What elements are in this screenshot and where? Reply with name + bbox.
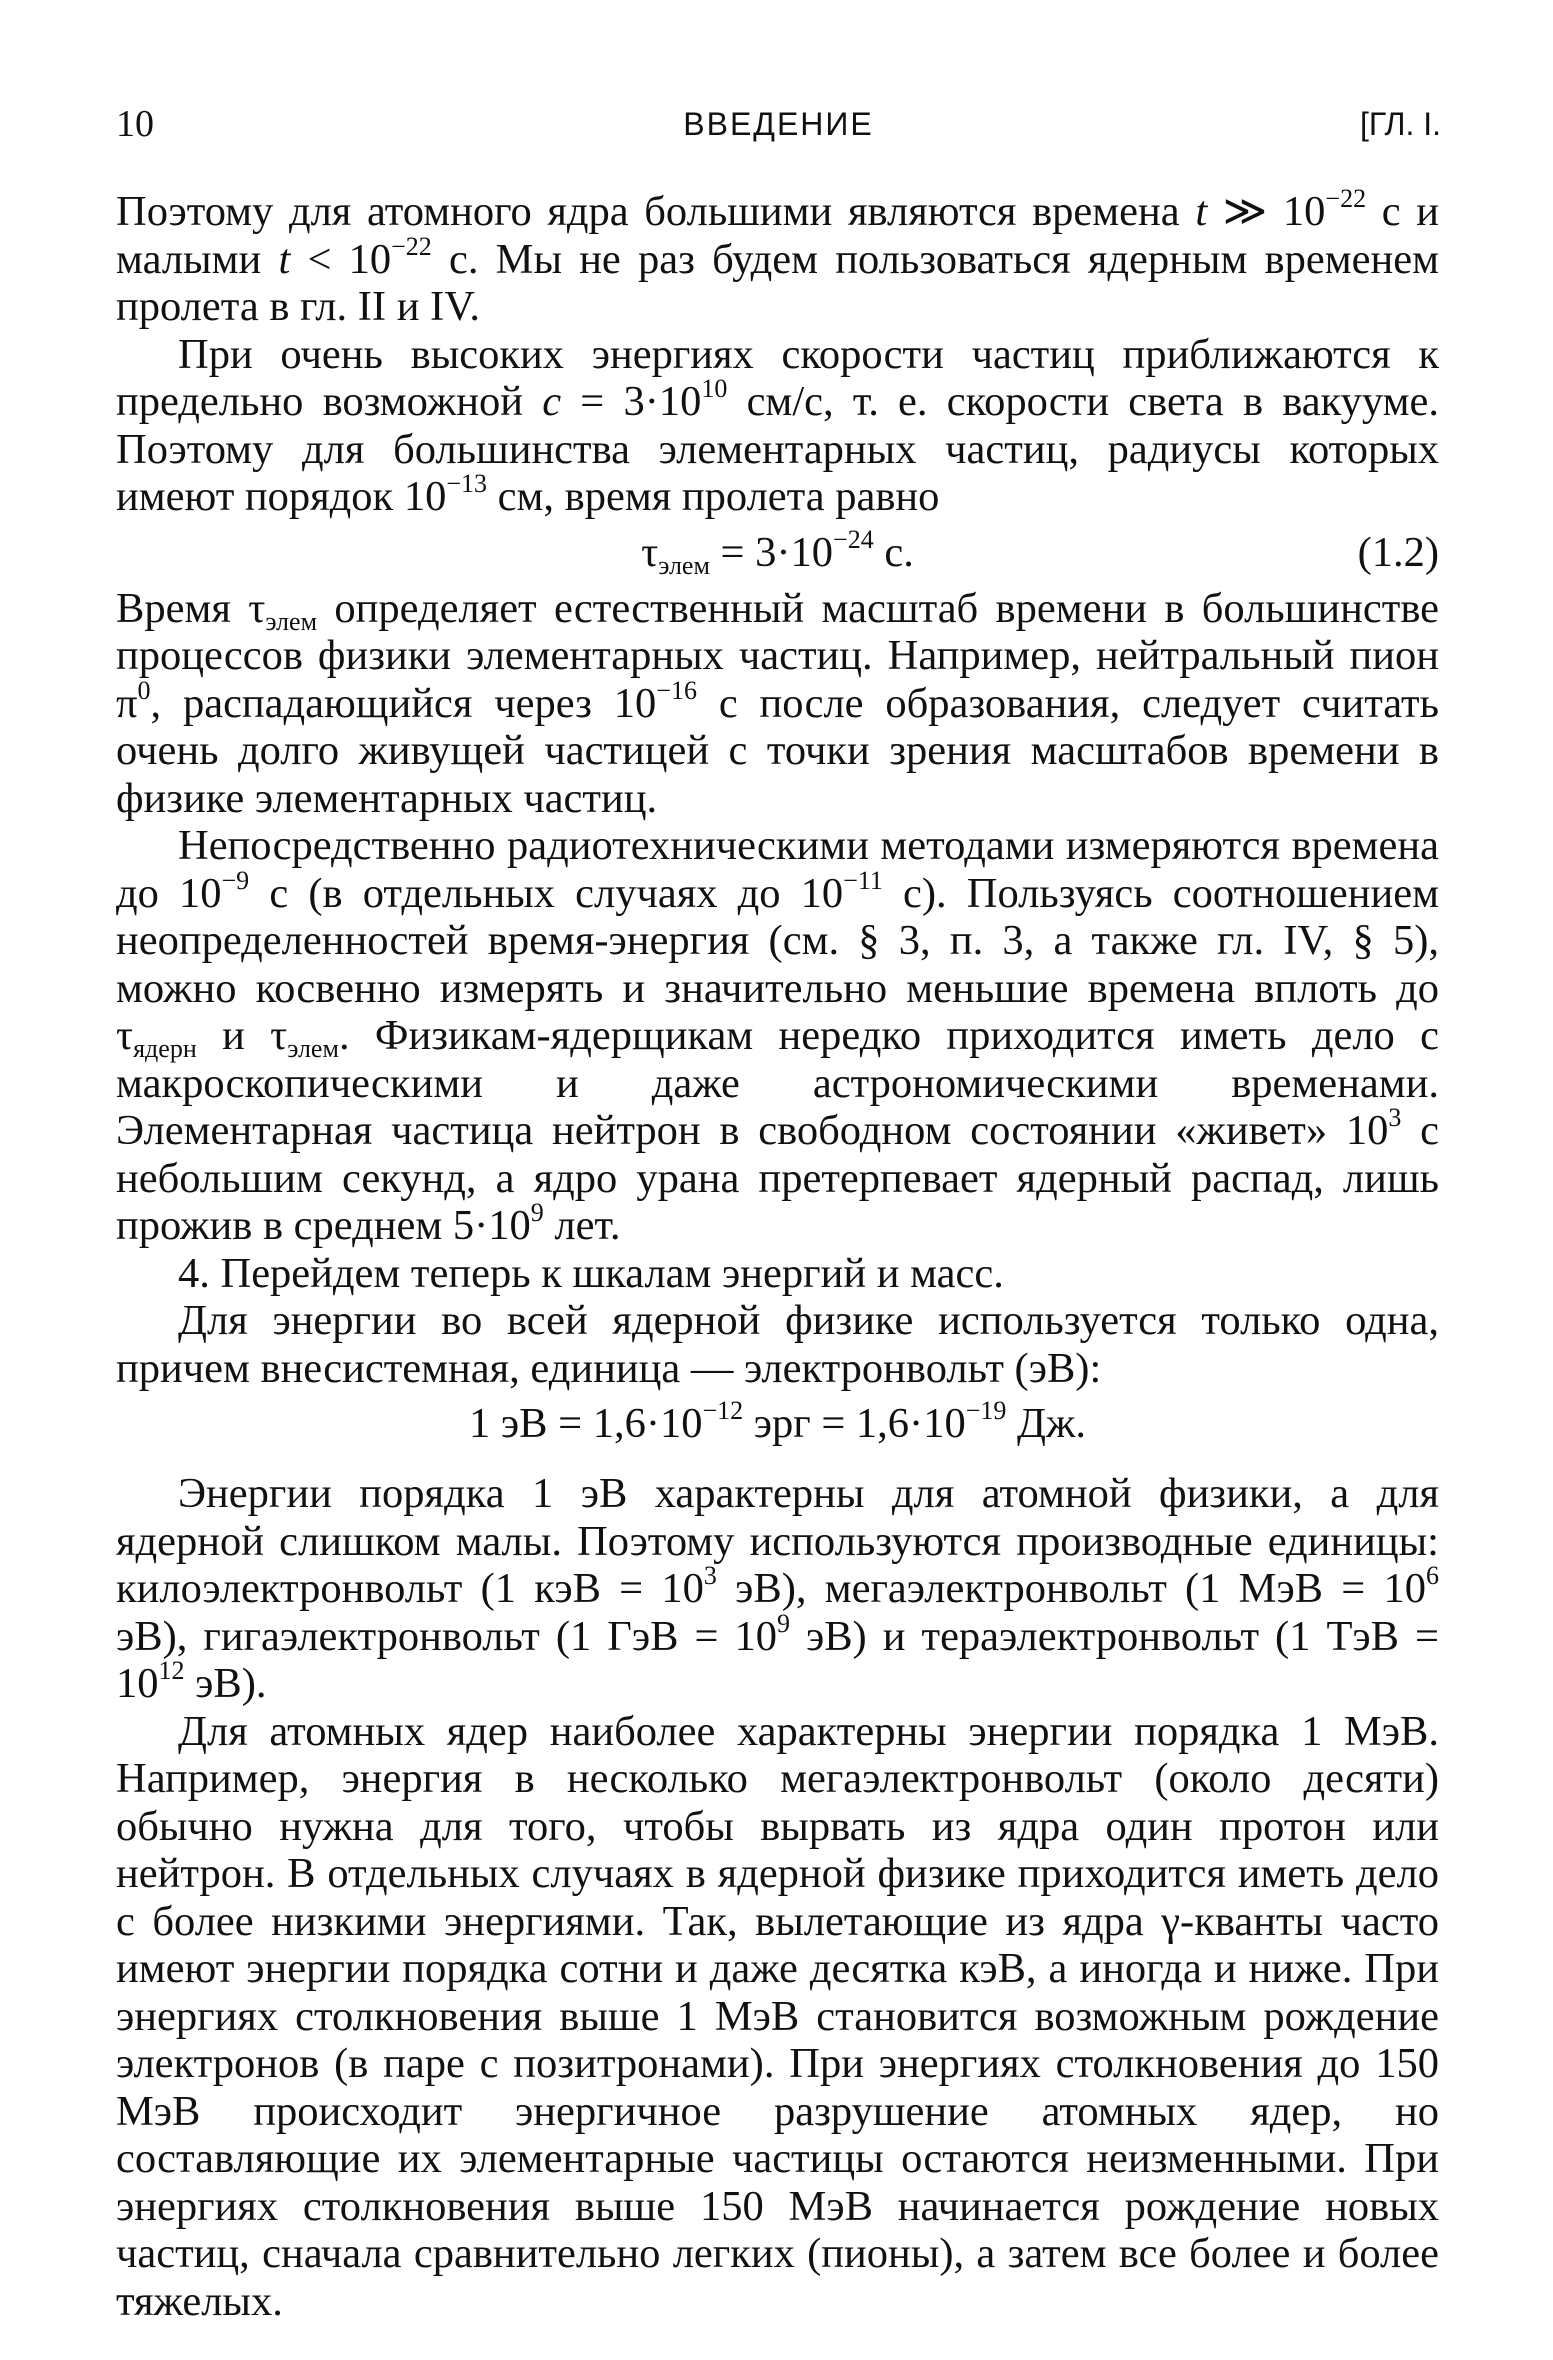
paragraph-8: Для атомных ядер наиболее характерны энергии порядка 1 МэВ. Например, энергия в несколько мегаэлектронвольт (около десяти) обычно нужна для того, чтобы вырвать из ядра один протон или нейтрон. В отдельных случаях в ядерной физике приходится иметь дело с более низкими энергиями. Так, вылетающие из ядра γ-кванты часто имеют энергии порядка сотни и даже десятка кэВ, а иногда и ниже. При энергиях столкновения выше 1 МэВ становится возможным рождение электронов (в паре с позитронами). При энергиях столкновения до 150 МэВ происходит энергичное разрушение атомных ядер, но составляющие их элементарные частицы остаются неизменными. При энергиях столкновения выше 150 МэВ начинается рождение новых частиц, сначала сравнительно легких (пионы), а затем все более и более тяжелых. [116,1707,1439,2325]
chapter-marker: [ГЛ. I. [1360,106,1441,142]
running-title: ВВЕДЕНИЕ [683,106,874,142]
paragraph-1: Поэтому для атомного ядра большими являются времена t ≫ $10^{-22}$ с и малыми $t < 10^{-22}$ с. Мы не раз будем пользоваться ядерным временем пролета в гл. II и IV. [116,184,1439,330]
equation-1-2 [116,521,1439,585]
running-header [116,102,1441,152]
page-number: 10 [116,103,154,145]
equation-ev-body: 1 эВ = $1,6\cdot 10^{-12}$ эрг = $1,6\cdot 10^{-19}$ Дж. [469,1396,1086,1447]
body-text [116,184,1440,2325]
equation-ev [116,1392,1439,1456]
paragraph-5: 4. Перейдем теперь к шкалам энергий и масс. [178,1249,1004,1297]
paragraph-2: При очень высоких энергиях скорости частиц приближаются к предельно возможной $c = 3\cdot 10^{10}$ см/с, т. е. скорости света в вакууме. Поэтому для большинства элементарных частиц, радиусы которых имеют порядок $10^{-13}$ см, время пролета равно [116,330,1439,520]
equation-label: (1.2) [1357,528,1439,576]
paragraph-3: Время $\tau_{элем}$ определяет естественный масштаб времени в большинстве процессов физики элементарных частиц. Например, нейтральный пион $\pi^0$, распадающийся через $10^{-16}$ с после образования, следует считать очень долго живущей частицей с точки зрения масштабов времени в физике элементарных частиц. [116,584,1440,822]
equation-body: $\tau_{элем} = 3\cdot 10^{-24}$ с. [641,524,914,580]
paragraph-7: Энергии порядка 1 эВ характерны для атомной физики, а для ядерной слишком малы. Поэтому используются производные единицы: килоэлектронвольт (1 кэВ = $10^3$ эВ), мегаэлектронвольт (1 МэВ = $10^6$ эВ), гигаэлектронвольт (1 ГэВ = $10^9$ эВ) и тераэлектронвольт (1 ТэВ = $10^{12}$ эВ). [116,1470,1439,1707]
paragraph-6: Для энергии во всей ядерной физике используется только одна, причем внесистемная, единица — электронвольт (эВ): [116,1297,1439,1392]
paragraph-4: Непосредственно радиотехническими методами измеряются времена до $10^{-9}$ с (в отдельных случаях до $10^{-11}$ с). Пользуясь соотношением неопределенностей время-энергия (см. § 3, п. 3, а также гл. IV, § 5), можно косвенно измерять и значительно меньшие времена вплоть до $\tau_{ядерн}$ и $\tau_{элем}$. Физикам-ядерщикам нередко приходится иметь дело с макроскопическими и даже астрономическими временами. Элементарная частица нейтрон в свободном состоянии «живет» $10^3$ с небольшим секунд, а ядро урана претерпевает ядерный распад, лишь прожив в среднем $5\cdot 10^9$ лет. [116,822,1439,1249]
